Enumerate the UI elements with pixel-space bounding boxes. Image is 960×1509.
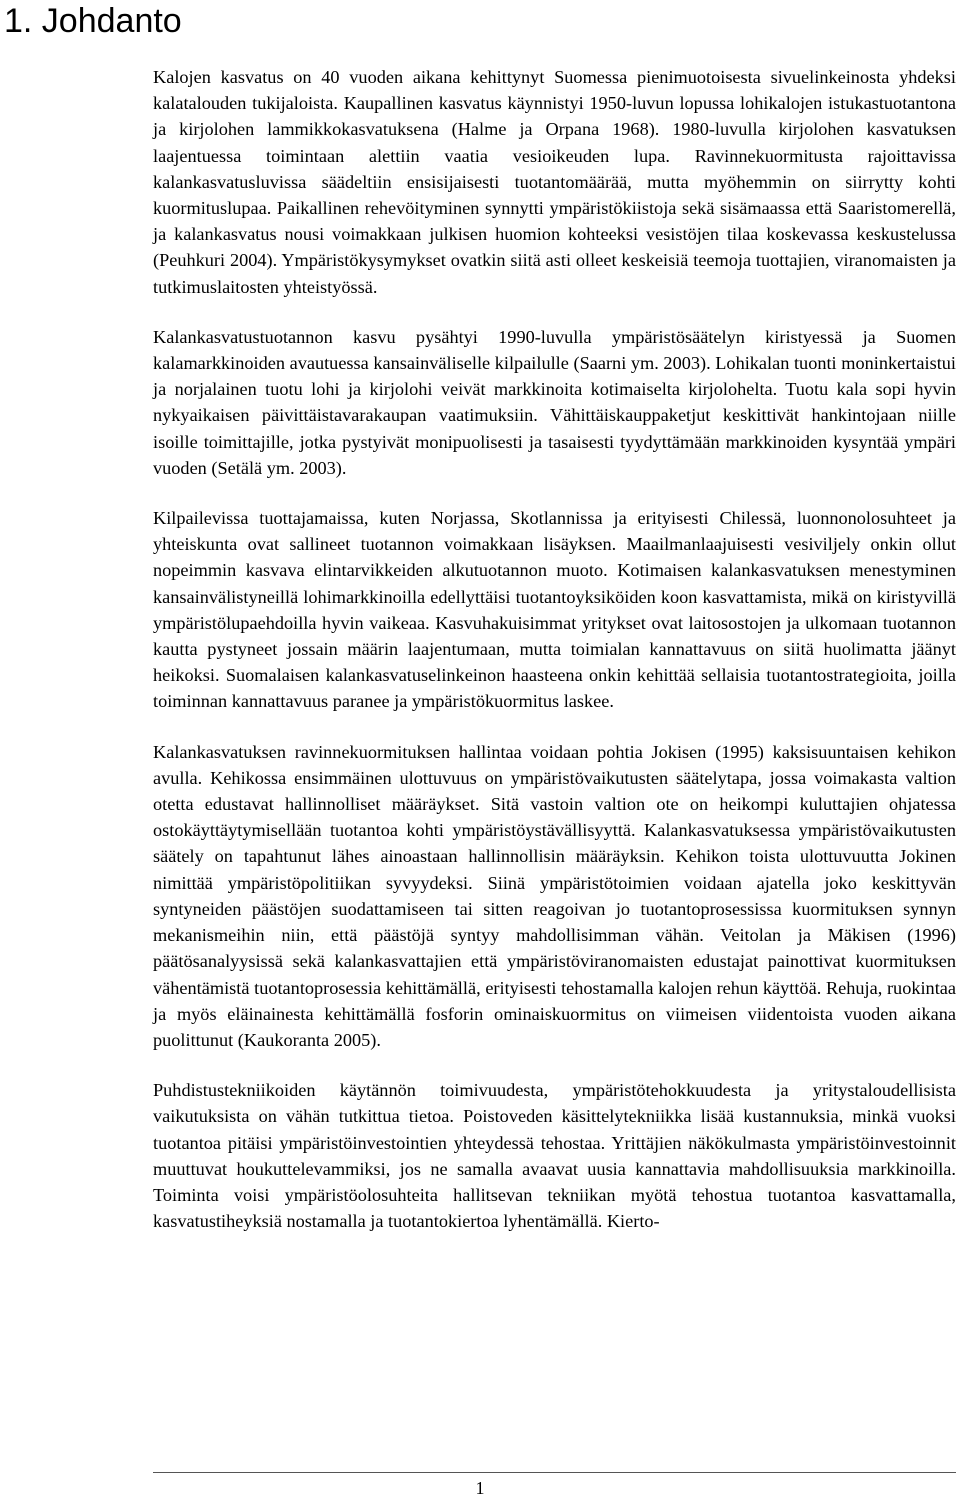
footer-divider xyxy=(153,1472,956,1473)
page-number: 1 xyxy=(475,1478,485,1498)
paragraph-5: Puhdistustekniikoiden käytännön toimivuudesta, ympäristötehokkuudesta ja yritystaloudellisista vaikutuksista on vähän tutkittua tietoa. Poistoveden käsittelytekniikka lisää kustannuksia, minkä vuoksi tuotantoa pitäisi ympäristöinvestointien yhteydessä tehostaa. Yrittäjien näkökulmasta ympäristöinvestoinnit muuttuvat houkuttelevammiksi, jos ne samalla avaavat uusia kannattavia mahdollisuuksia markkinoilla. Toiminta voisi ympäristöolosuhteita hallitsevan tekniikan myötä tehostua tuotantoa kasvattamalla, kasvatustiheyksiä nostamalla ja tuotantokiertoa lyhentämällä. Kierto- xyxy=(153,1080,956,1232)
paragraph-4: Kalankasvatuksen ravinnekuormituksen hallintaa voidaan pohtia Jokisen (1995) kaksisuuntaisen kehikon avulla. Kehikossa ensimmäinen ulottuvuus on ympäristövaikutusten säätelytapa, jossa voimakasta valtion otetta edustavat hallinnolliset määräykset. Sitä vastoin valtion ote on heikompi kuluttajien ohjatessa ostokäyttäytymisellään tuotantoa kohti ympäristöystävällisyyttä. Kalankasvatuksessa ympäristövaikutusten säätely on tapahtunut lähes ainoastaan hallinnollisin määräyksin. Kehikon toista ulottuvuutta Jokinen nimittää ympäristöpolitiikan syvyydeksi. Siinä ympäristötoimien voidaan ajatella joko keskittyvän syntyneiden päästöjen suodattamiseen tai sitten reagoivan jo tuotantoprosessissa kuormituksen synnyn mekanismeihin niin, että päästöjä syntyy mahdollisimman vähän. Veitolan ja Mäkisen (1996) päätösanalyysissä sekä kalankasvattajien että ympäristöviranomaisten edustajat painottivat kuormituksen vähentämistä tuotantoprosessia kehittämällä, erityisesti tehostamalla kalojen rehun käyttöä. Rehuja, ruokintaa ja myös eläinainesta kehittämällä fosforin ominaiskuormitus on viimeisen viidentoista vuoden aikana puolittunut (Kaukoranta 2005). xyxy=(153,741,956,1050)
paragraph-3: Kilpailevissa tuottajamaissa, kuten Norjassa, Skotlannissa ja erityisesti Chilessä, luonnonolosuhteet ja yhteiskunta ovat sallineet tuotannon voimakkaan lisäyksen. Maailmanlaajuisesti vesiviljely onkin ollut nopeimmin kasvava elintarvikkeiden alkutuotannon muoto. Kotimaisen kalankasvatuksen menestyminen kansainvälistyneillä lohimarkkinoilla edellyttäisi tuotantoyksiköiden koon kasvattamista, mikä on kiristyvillä ympäristölupaehdoilla hyvin vaikeaa. Kasvuhakuisimmat yritykset ovat laitosostojen ja ulkomaan tuotannon kautta pystyneet jossain määrin laajentumaan, mutta toimialan kannattavuus on siitä huolimatta jäänyt heikoksi. Suomalaisen kalankasvatuselinkeinon haasteena onkin kehittää sellaisia tuotantostrategioita, joilla toiminnan kannattavuus paranee ja ympäristökuormitus laskee. xyxy=(153,508,956,712)
chapter-heading: 1. Johdanto xyxy=(4,2,182,40)
paragraph-2: Kalankasvatustuotannon kasvu pysähtyi 1990-luvulla ympäristösäätelyn kiristyessä ja Suomen kalamarkkinoiden avautuessa kansainväliselle kilpailulle (Saarni ym. 2003). Lohikalan tuonti moninkertaistui ja norjalainen tuotu lohi ja kirjolohi veivät markkinoita kotimaiselta kirjolohelta. Tuotu kala sopi hyvin nykyaikaisen päivittäistavarakaupan vaatimuksiin. Vähittäiskauppaketjut keskittivät hankintojaan niille isoille toimittajille, jotka pystyivät monipuolisesti ja tasaisesti tyydyttämään markkinoiden kysyntää ympäri vuoden (Setälä ym. 2003). xyxy=(153,326,956,478)
body-text xyxy=(153,64,956,1258)
paragraph-1: Kalojen kasvatus on 40 vuoden aikana kehittynyt Suomessa pienimuotoisesta sivuelinkeinosta yhdeksi kalatalouden tukijaloista. Kaupallinen kasvatus käynnistyi 1950-luvun lopussa lohikalojen istukastuotantona ja kirjolohen lammikkokasvatuksena (Halme ja Orpana 1968). 1980-luvulla kirjolohen kasvatuksen laajentuessa toimintaan alettiin vaatia vesioikeuden lupa. Ravinnekuormitusta rajoittavissa kalankasvatusluvissa säädeltiin ensisijaisesti tuotantomäärää, mutta myöhemmin on siirrytty kohti kuormituslupaa. Paikallinen rehevöityminen synnytti ympäristökiistoja sekä sisämaassa että Saaristomerellä, ja kalankasvatus nousi voimakkaan julkisen huomion kohteeksi vesistöjen tilaa koskevassa keskustelussa (Peuhkuri 2004). Ympäristökysymykset ovatkin siitä asti olleet keskeisiä teemoja tuottajien, viranomaisten ja tutkimuslaitosten yhteistyössä. xyxy=(153,67,956,297)
